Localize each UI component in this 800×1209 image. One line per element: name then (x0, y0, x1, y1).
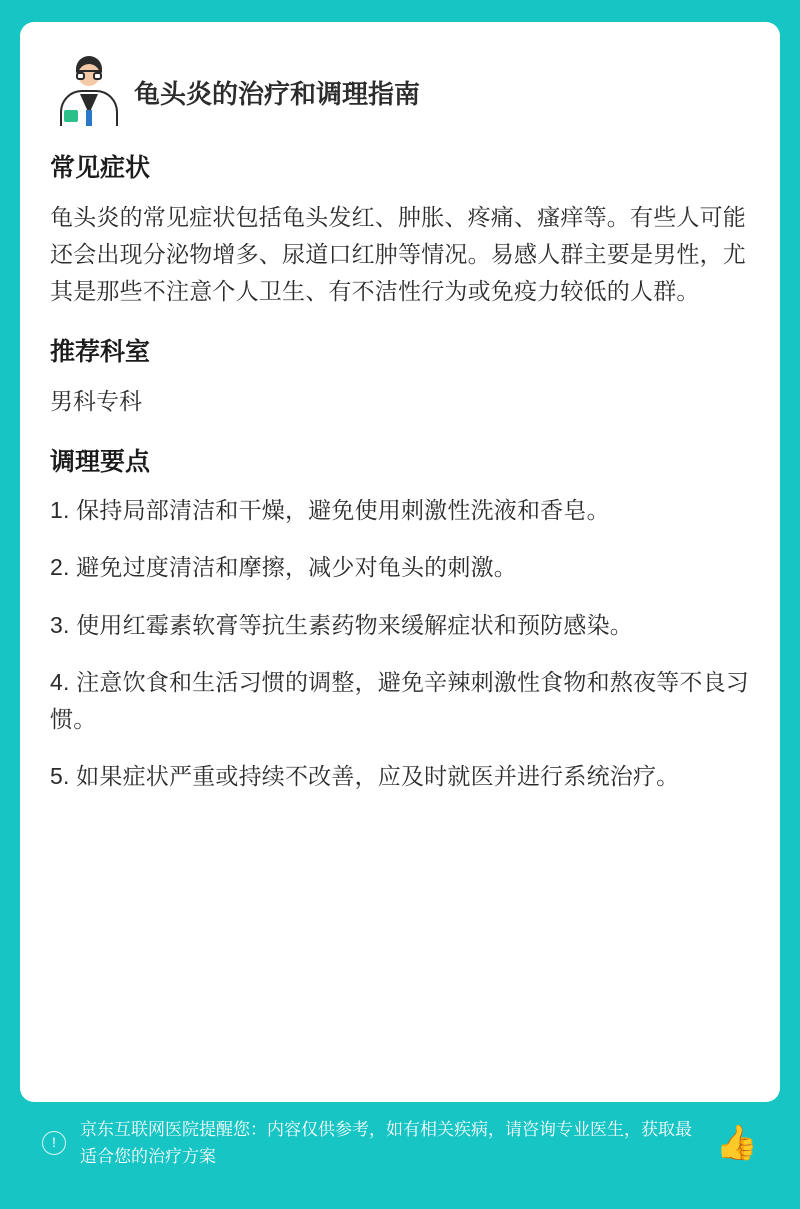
list-item: 5. 如果症状严重或持续不改善，应及时就医并进行系统治疗。 (50, 763, 680, 790)
thumbs-up-icon[interactable]: 👍 (715, 1124, 758, 1163)
info-icon: ! (42, 1131, 66, 1155)
list-item: 1. 保持局部清洁和干燥，避免使用刺激性洗液和香皂。 (50, 497, 610, 524)
section-title-symptoms: 常见症状 (50, 154, 151, 182)
list-item: 4. 注意饮食和生活习惯的调整，避免辛辣刺激性食物和熬夜等不良习惯。 (50, 668, 749, 733)
content-card (20, 22, 780, 1102)
section-text-department: 男科专科 (50, 387, 142, 414)
section-title-tips: 调理要点 (50, 447, 151, 476)
list-item: 2. 避免过度清洁和摩擦，减少对龟头的刺激。 (50, 554, 517, 581)
section-title-department: 推荐科室 (50, 338, 151, 367)
tips-list (50, 492, 750, 796)
section-text-symptoms: 龟头炎的常见症状包括龟头发红、肿胀、疼痛、瘙痒等。有些人可能还会出现分泌物增多、尿道口红肿等情况。易感人群主要是男性，尤其是那些不注意个人卫生、有不洁性行为或免疫力较低的人群。 (50, 203, 746, 304)
disclaimer-text: 京东互联网医院提醒您：内容仅供参考，如有相关疾病，请咨询专业医生，获取最适合您的治疗方案 (80, 1120, 692, 1167)
list-item: 3. 使用红霉素软膏等抗生素药物来缓解症状和预防感染。 (50, 611, 633, 638)
doctor-avatar-icon (52, 54, 124, 126)
page-title: 龟头炎的治疗和调理指南 (134, 79, 421, 109)
footer (20, 1102, 780, 1170)
header (50, 52, 750, 126)
